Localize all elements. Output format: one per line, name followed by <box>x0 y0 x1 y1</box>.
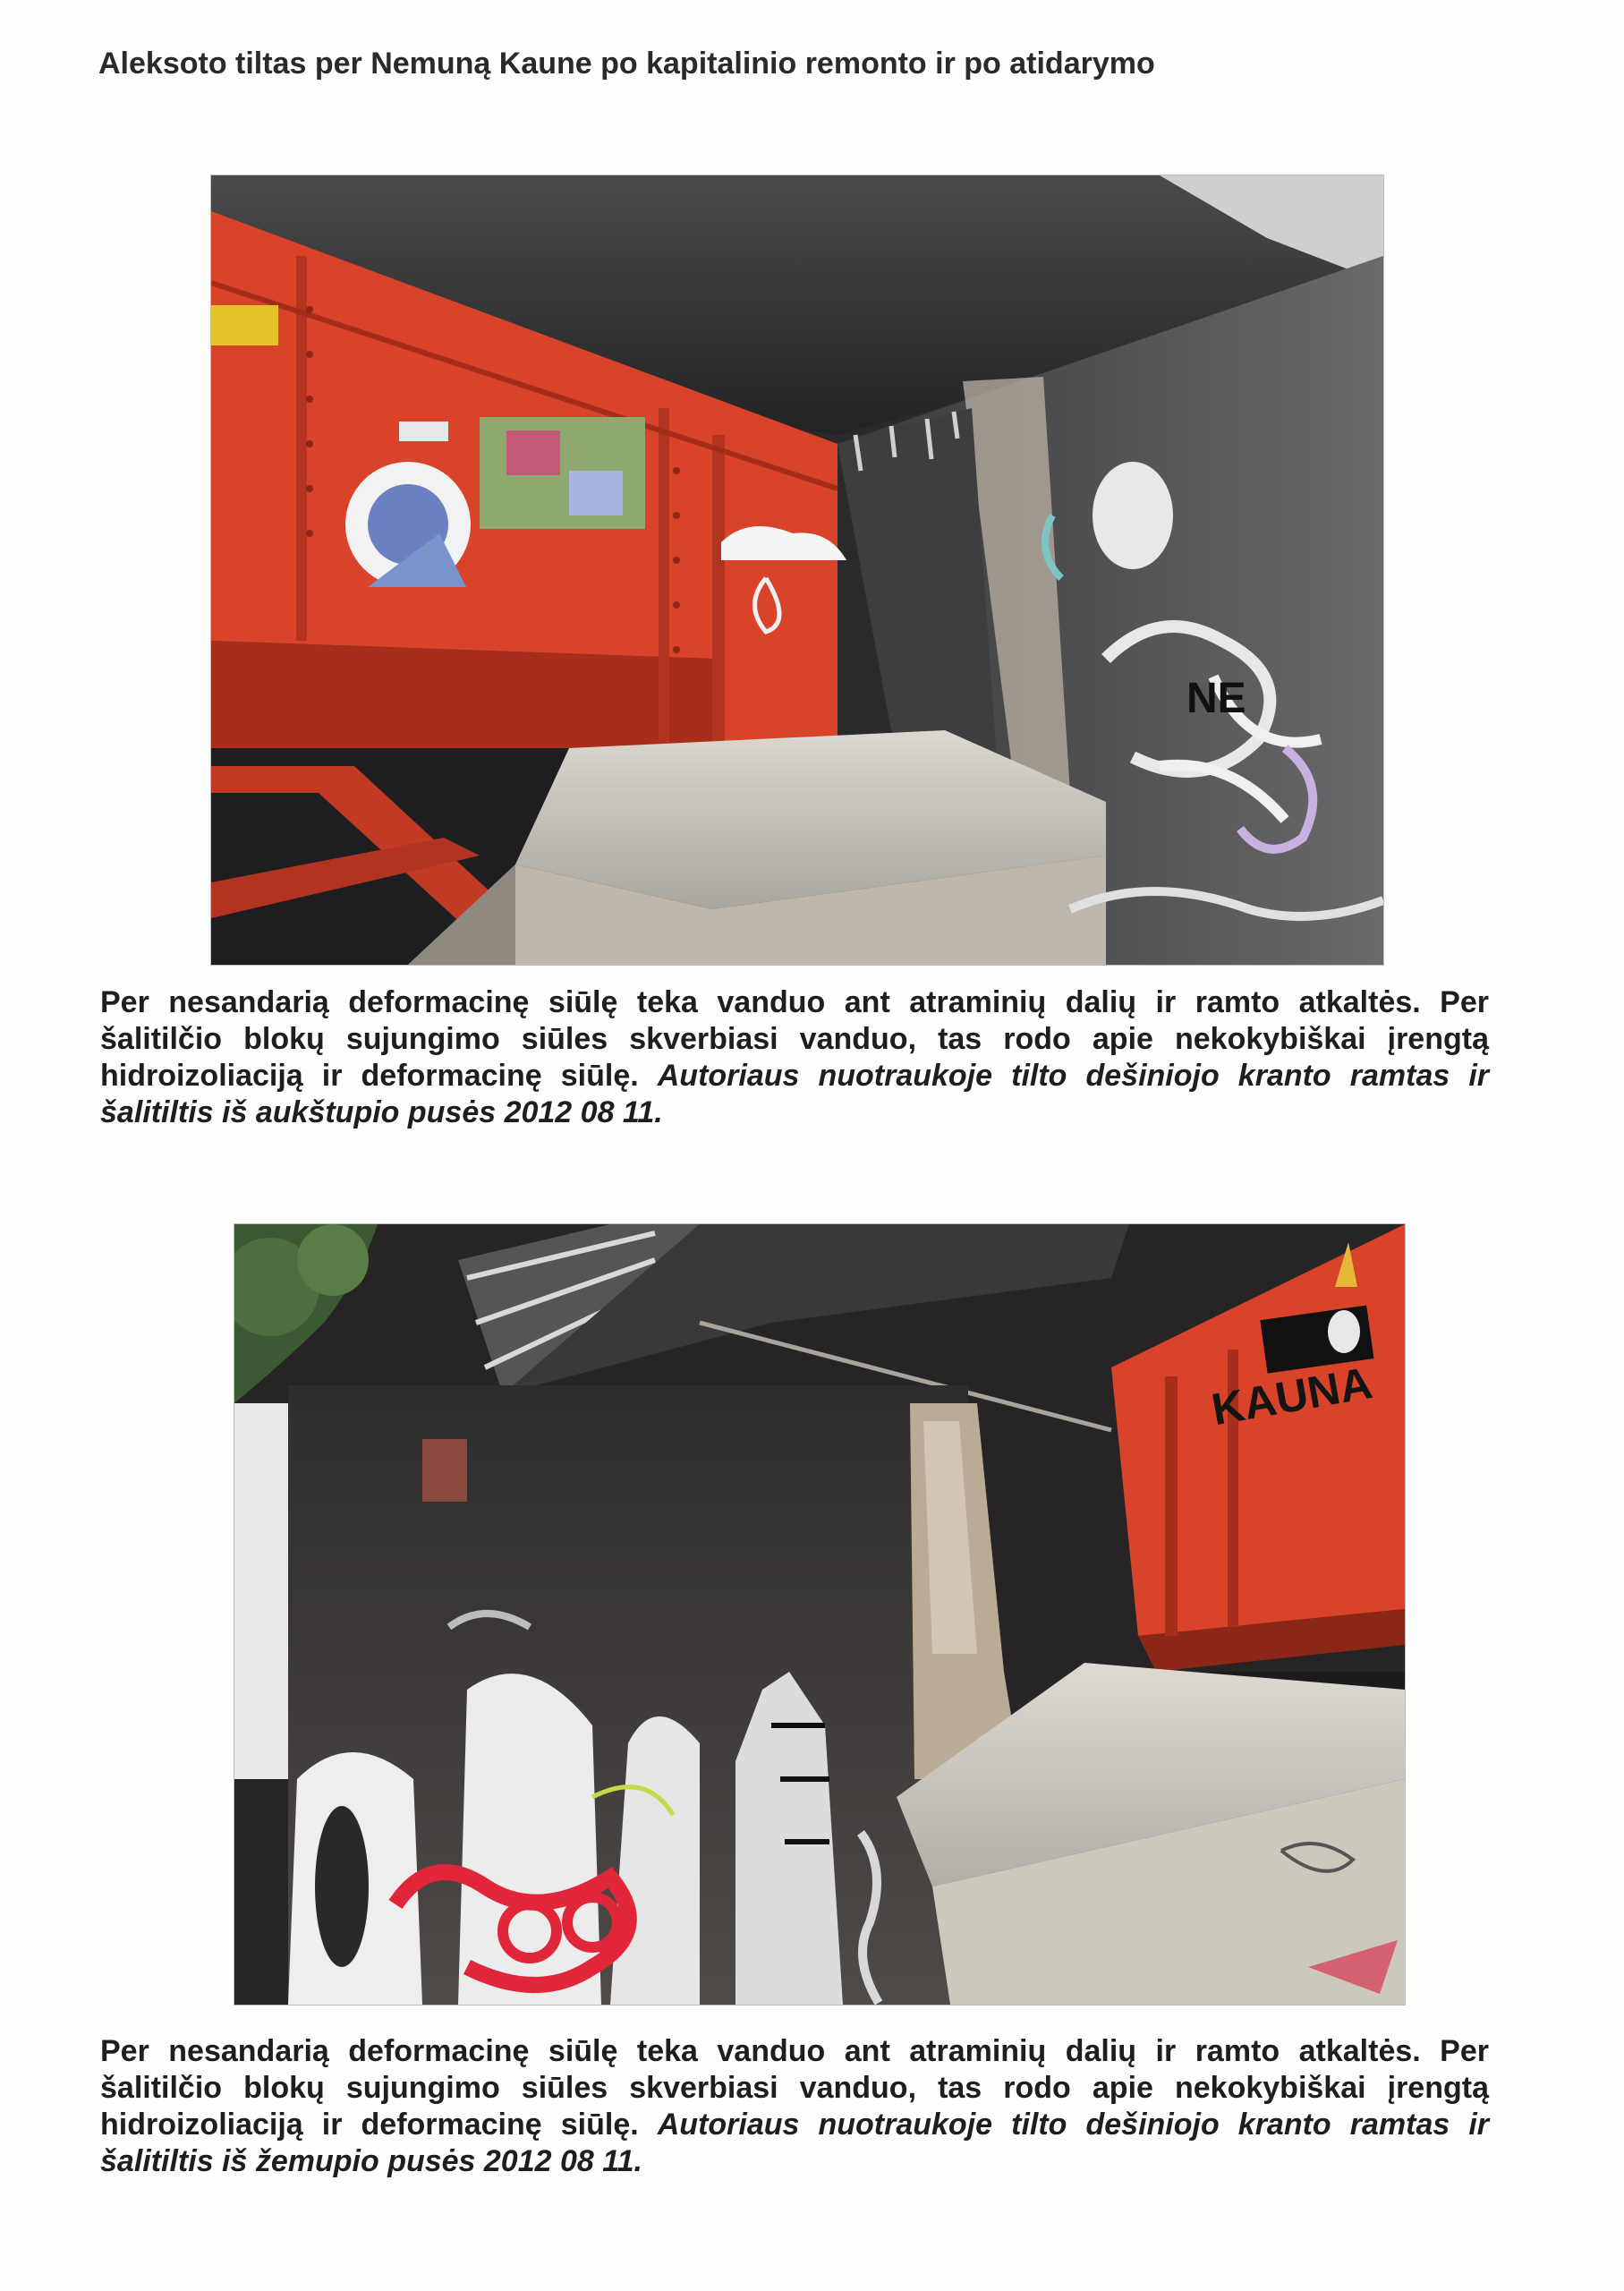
caption-downstream-credit: Autoriaus nuotraukoje tilto dešiniojo kranto ramtas ir šalitiltis iš žemupio pusės 2012 08 11. <box>100 2108 1490 2178</box>
photo-upstream-image <box>211 175 1383 965</box>
caption-upstream <box>100 984 1489 1131</box>
caption-downstream-text: Per nesandarią deformacinę siūlę teka vanduo ant atraminių dalių ir ramto atkaltės. Per šalitilčio blokų sujungimo siūles skverbiasi vanduo, tas rodo apie nekokybiškai įrengtą hidroizoliaciją ir deformacinę siūlę. <box>100 2034 1489 2142</box>
page-title: Aleksoto tiltas per Nemuną Kaune po kapitalinio remonto ir po atidarymo <box>98 47 1155 81</box>
caption-upstream-text: Per nesandarią deformacinę siūlę teka vanduo ant atraminių dalių ir ramto atkaltės. Per šalitilčio blokų sujungimo siūles skverbiasi vanduo, tas rodo apie nekokybiškai įrengtą hidroizoliaciją ir deformacinę siūlę. <box>100 985 1489 1093</box>
girder-graffiti-text: KAUNA <box>1208 1357 1376 1435</box>
photo-downstream-image <box>234 1224 1405 2005</box>
caption-upstream-credit: Autoriaus nuotraukoje tilto dešiniojo kranto ramtas ir šalitiltis iš aukštupio pusės 2012 08 11. <box>100 1059 1490 1129</box>
photo-downstream <box>234 1224 1405 2005</box>
svg-text:NE: NE <box>1186 675 1246 722</box>
caption-downstream <box>100 2033 1489 2180</box>
photo-upstream <box>211 175 1383 965</box>
